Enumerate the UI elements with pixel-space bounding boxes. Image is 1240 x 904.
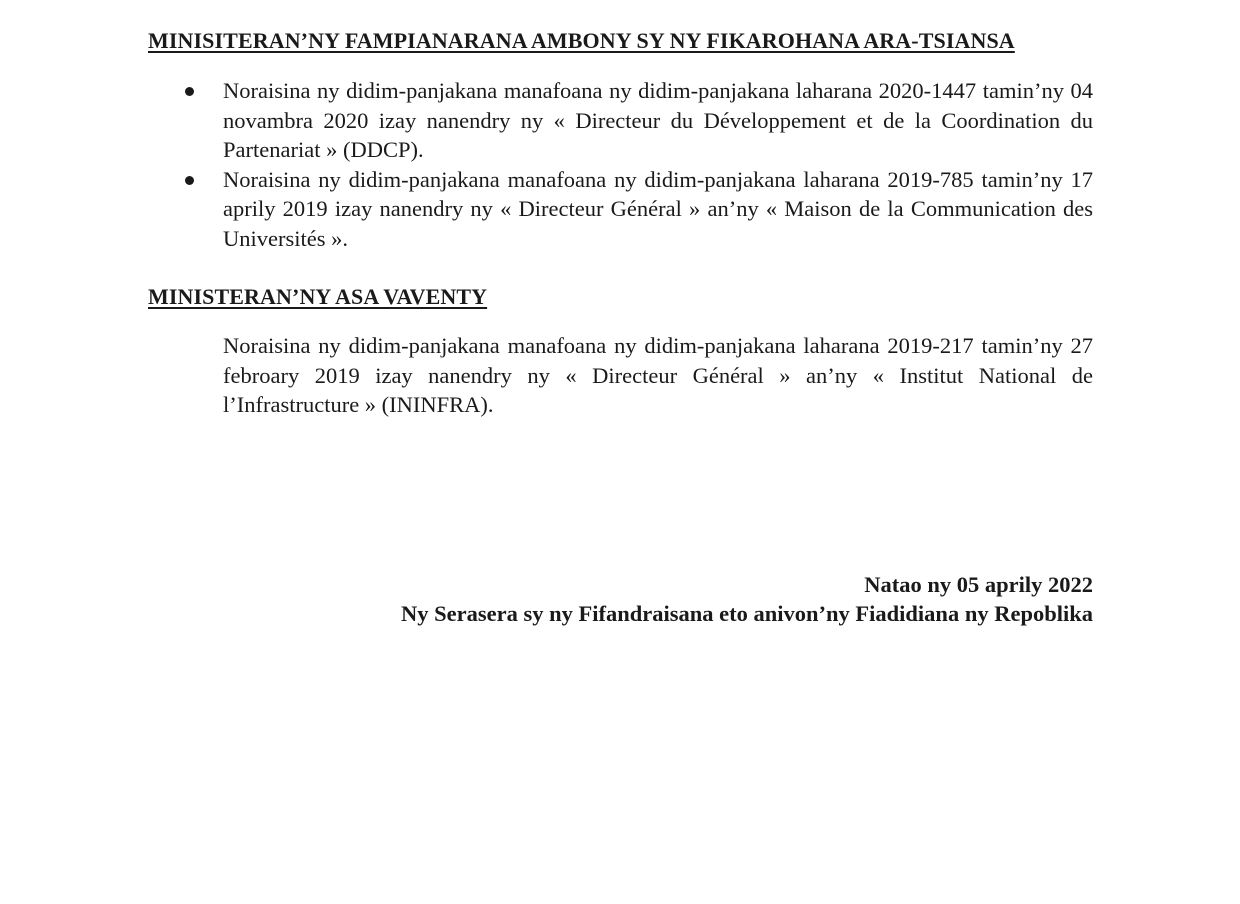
decision-paragraph: Noraisina ny didim-panjakana manafoana ny didim-panjakana laharana 2019-217 tamin’ny 27 febroary 2019 izay nanendry ny « Directeur Général » an’ny « Institut National de l’Infrastructure » (ININFRA). bbox=[223, 333, 1093, 417]
bullet-icon bbox=[185, 87, 194, 96]
signature-author: Ny Serasera sy ny Fifandraisana eto anivon’ny Fiadidiana ny Repoblika bbox=[401, 601, 1093, 626]
section-heading: MINISITERAN’NY FAMPIANARANA AMBONY SY NY FIKAROHANA ARA-TSIANSA bbox=[148, 28, 1015, 53]
list-item bbox=[148, 165, 1093, 254]
section-public-works bbox=[148, 283, 1093, 420]
section-heading: MINISTERAN’NY ASA VAVENTY bbox=[148, 284, 488, 309]
signature-block bbox=[401, 570, 1093, 628]
list-item bbox=[148, 76, 1093, 165]
bullet-icon bbox=[185, 176, 194, 185]
list-item-text: Noraisina ny didim-panjakana manafoana ny didim-panjakana laharana 2019-785 tamin’ny 17 aprily 2019 izay nanendry ny « Directeur Général » an’ny « Maison de la Communication des Universités ». bbox=[223, 166, 1093, 251]
signature-date: Natao ny 05 aprily 2022 bbox=[864, 572, 1093, 597]
section-higher-education bbox=[148, 27, 1093, 253]
list-item-text: Noraisina ny didim-panjakana manafoana ny didim-panjakana laharana 2020-1447 tamin’ny 04 novambra 2020 izay nanendry ny « Directeur du Développement et de la Coordination du Partenariat » (DDCP). bbox=[223, 78, 1093, 162]
decision-list bbox=[148, 76, 1093, 253]
